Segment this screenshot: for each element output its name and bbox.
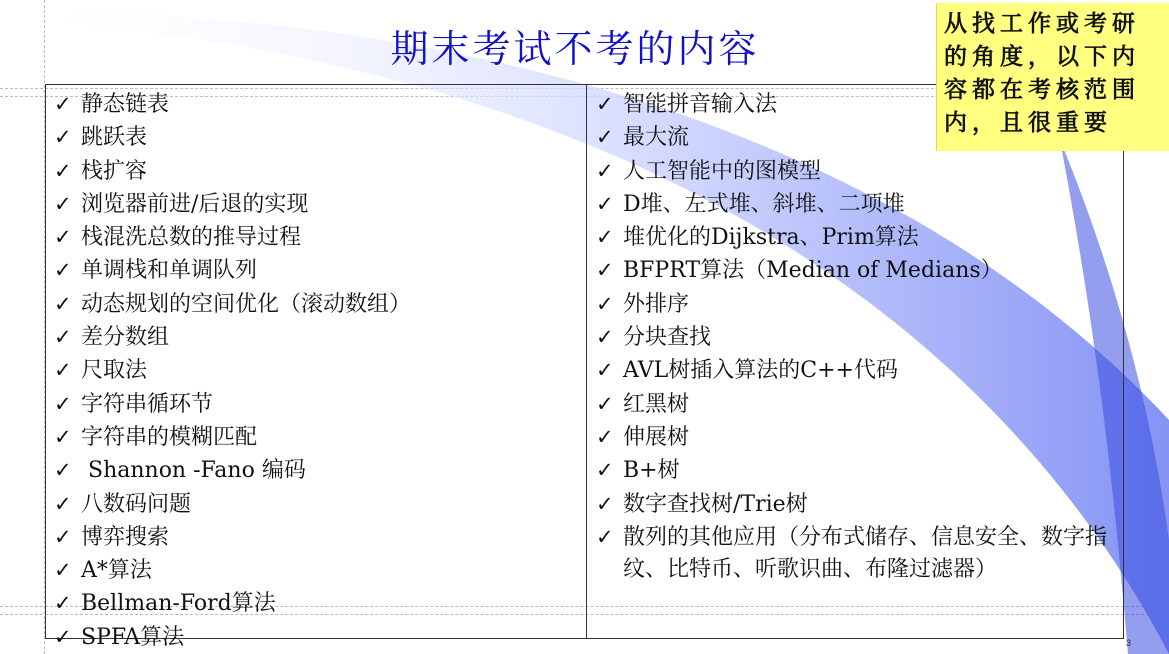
- list-item-text: 最大流: [623, 125, 690, 151]
- list-item: [54, 354, 579, 387]
- checkmark-icon: ✓: [596, 291, 614, 316]
- checkmark-icon: ✓: [596, 358, 614, 383]
- list-item: [54, 254, 579, 287]
- checkmark-icon: ✓: [54, 591, 72, 616]
- checkmark-icon: ✓: [596, 258, 614, 283]
- list-item-text: 伸展树: [623, 424, 690, 450]
- checkmark-icon: ✓: [596, 191, 614, 216]
- checkmark-icon: ✓: [54, 291, 72, 316]
- list-item-text: D堆、左式堆、斜堆、二项堆: [623, 191, 905, 217]
- list-item: [596, 221, 1118, 254]
- list-item-text: 分块查找: [623, 325, 712, 351]
- list-item: [596, 155, 1118, 188]
- list-item-text: 差分数组: [81, 325, 170, 351]
- list-item: [596, 254, 1118, 287]
- list-item-text: 散列的其他应用（分布式储存、信息安全、数字指纹、比特币、听歌识曲、布隆过滤器）: [623, 524, 1108, 583]
- page-number: 3: [1126, 638, 1132, 648]
- list-item-text: B+树: [623, 458, 680, 484]
- list-item: [54, 587, 579, 620]
- list-item-text: 浏览器前进/后退的实现: [81, 191, 309, 217]
- list-item: [54, 421, 579, 454]
- list-item-text: 栈扩容: [81, 158, 148, 184]
- list-item: [54, 221, 579, 254]
- list-item: [54, 121, 579, 154]
- checkmark-icon: ✓: [596, 92, 614, 116]
- checkmark-icon: ✓: [54, 191, 72, 216]
- list-item: [54, 88, 579, 121]
- list-item: [596, 288, 1118, 321]
- slide-title: 期末考试不考的内容: [390, 27, 760, 71]
- checkmark-icon: ✓: [54, 358, 72, 383]
- list-item: [54, 321, 579, 354]
- checkmark-icon: ✓: [54, 524, 72, 549]
- column-divider: [586, 85, 587, 638]
- list-item: [54, 454, 579, 487]
- list-item-text: 字符串的模糊匹配: [81, 424, 258, 450]
- checkmark-icon: ✓: [596, 458, 614, 483]
- list-item-text: 红黑树: [623, 391, 690, 417]
- list-item-text: 跳跃表: [81, 125, 148, 151]
- list-item: [54, 554, 579, 587]
- list-item: [54, 188, 579, 221]
- list-item-text: SPFA算法: [81, 624, 185, 650]
- list-item-text: 博弈搜索: [81, 524, 170, 550]
- list-item-text: 八数码问题: [81, 491, 192, 517]
- checkmark-icon: ✓: [596, 158, 614, 183]
- list-item: [596, 488, 1118, 521]
- list-item: [596, 188, 1118, 221]
- checkmark-icon: ✓: [596, 391, 614, 416]
- list-item-text: 数字查找树/Trie树: [623, 491, 808, 517]
- content-table: [45, 84, 1124, 650]
- list-item: [596, 321, 1118, 354]
- checkmark-icon: ✓: [54, 558, 72, 583]
- list-item-text: 智能拼音输入法: [623, 92, 778, 117]
- list-item: [596, 354, 1118, 387]
- list-item-text: 人工智能中的图模型: [623, 158, 822, 184]
- checkmark-icon: ✓: [596, 325, 614, 350]
- checkmark-icon: ✓: [596, 225, 614, 250]
- checkmark-icon: ✓: [596, 524, 614, 549]
- checkmark-icon: ✓: [54, 391, 72, 416]
- list-item: [596, 388, 1118, 421]
- list-item-text: Shannon -Fano 编码: [81, 458, 306, 484]
- checkmark-icon: ✓: [596, 125, 614, 150]
- list-item-text: 动态规划的空间优化（滚动数组）: [81, 291, 412, 317]
- checkmark-icon: ✓: [54, 624, 72, 649]
- list-item: [54, 488, 579, 521]
- list-item-text: 堆优化的Dijkstra、Prim算法: [623, 225, 919, 251]
- list-item: [596, 521, 1118, 587]
- checkmark-icon: ✓: [596, 491, 614, 516]
- list-item-text: BFPRT算法（Median of Medians）: [623, 258, 1003, 284]
- list-item: [54, 621, 579, 654]
- right-column-list: [596, 88, 1118, 586]
- list-item: [54, 288, 579, 321]
- checkmark-icon: ✓: [54, 92, 72, 116]
- list-item-text: Bellman-Ford算法: [81, 591, 276, 617]
- list-item: [596, 421, 1118, 454]
- list-item-text: 静态链表: [81, 92, 170, 117]
- list-item: [54, 155, 579, 188]
- list-item: [54, 388, 579, 421]
- checkmark-icon: ✓: [54, 258, 72, 283]
- checkmark-icon: ✓: [54, 125, 72, 150]
- list-item-text: 字符串循环节: [81, 391, 214, 417]
- checkmark-icon: ✓: [54, 458, 72, 483]
- checkmark-icon: ✓: [596, 424, 614, 449]
- list-item-text: A*算法: [81, 558, 152, 584]
- note-callout: 从找工作或考研的角度，以下内容都在考核范围内，且很重要: [936, 3, 1169, 151]
- list-item: [54, 521, 579, 554]
- list-item-text: 外排序: [623, 291, 690, 317]
- checkmark-icon: ✓: [54, 225, 72, 250]
- left-column-list: [54, 88, 579, 654]
- list-item-text: 尺取法: [81, 358, 148, 384]
- checkmark-icon: ✓: [54, 158, 72, 183]
- list-item-text: AVL树插入算法的C++代码: [623, 358, 898, 384]
- checkmark-icon: ✓: [54, 325, 72, 350]
- checkmark-icon: ✓: [54, 491, 72, 516]
- list-item: [596, 454, 1118, 487]
- list-item-text: 栈混洗总数的推导过程: [81, 225, 302, 251]
- list-item-text: 单调栈和单调队列: [81, 258, 258, 284]
- checkmark-icon: ✓: [54, 424, 72, 449]
